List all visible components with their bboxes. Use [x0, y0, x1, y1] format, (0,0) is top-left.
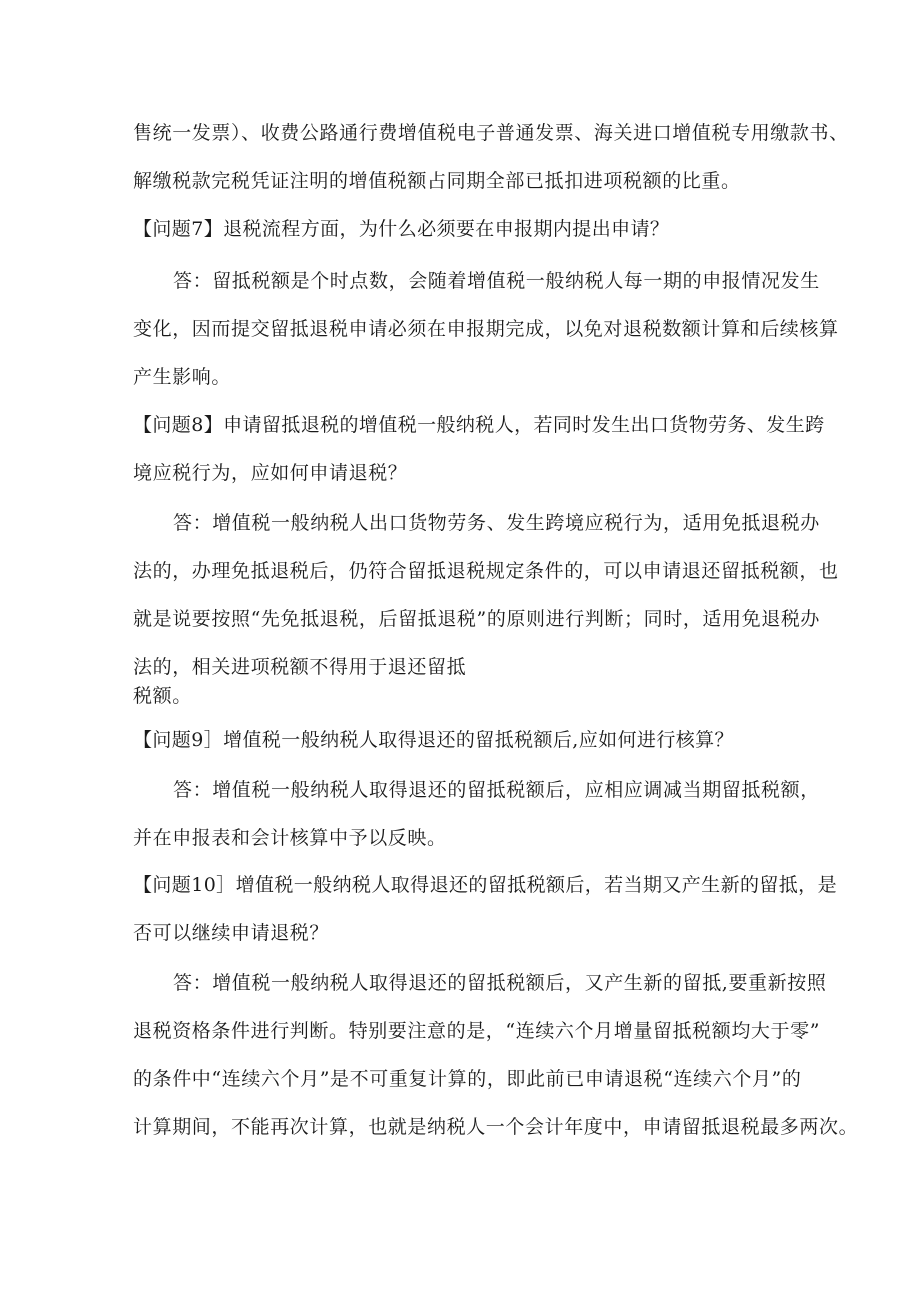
answer-10-line: 退税资格条件进行判断。特别要注意的是，“连续六个月增量留抵税额均大于零”: [133, 1020, 821, 1042]
answer-10-line: 答：增值税一般纳税人取得退还的留抵税额后，又产生新的留抵,要重新按照: [173, 972, 827, 994]
answer-8-line: 法的，相关进项税额不得用于退还留抵: [133, 656, 467, 678]
answer-8-line: 就是说要按照“先免抵退税，后留抵退税”的原则进行判断；同时，适用免退税办: [133, 608, 821, 630]
answer-8-line: 法的，办理免抵退税后，仍符合留抵退税规定条件的，可以申请退还留抵税额，也: [133, 560, 839, 582]
question-8-heading: 【问题8】申请留抵退税的增值税一般纳税人，若同时发生出口货物劳务、发生跨: [133, 414, 825, 436]
question-8-heading-cont: 境应税行为，应如何申请退税？: [133, 462, 408, 484]
answer-7-line: 产生影响。: [133, 366, 232, 388]
question-7-heading: 【问题7】退税流程方面，为什么必须要在申报期内提出申请？: [133, 218, 670, 240]
answer-8-line: 税额。: [133, 685, 192, 707]
answer-7-line: 答：留抵税额是个时点数，会随着增值税一般纳税人每一期的申报情况发生: [173, 270, 820, 292]
question-10-heading-cont: 否可以继续申请退税？: [133, 922, 330, 944]
question-10-heading: 【问题10］增值税一般纳税人取得退还的留抵税额后，若当期又产生新的留抵，是: [133, 874, 837, 896]
paragraph-line: 售统一发票）、收费公路通行费增值税电子普通发票、海关进口增值税专用缴款书、: [133, 122, 849, 144]
answer-10-line: 的条件中“连续六个月”是不可重复计算的，即此前已申请退税“连续六个月”的: [133, 1068, 802, 1090]
answer-9-line: 并在申报表和会计核算中予以反映。: [133, 827, 447, 849]
question-9-heading: 【问题9］增值税一般纳税人取得退还的留抵税额后,应如何进行核算？: [133, 729, 734, 751]
answer-8-line: 答：增值税一般纳税人出口货物劳务、发生跨境应税行为，适用免抵退税办: [173, 512, 820, 534]
answer-9-line: 答：增值税一般纳税人取得退还的留抵税额后，应相应调减当期留抵税额，: [173, 779, 820, 801]
paragraph-line: 解缴税款完税凭证注明的增值税额占同期全部已抵扣进项税额的比重。: [133, 170, 741, 192]
answer-7-line: 变化，因而提交留抵退税申请必须在申报期完成，以免对退税数额计算和后续核算: [133, 318, 839, 340]
answer-10-line: 计算期间，不能再次计算，也就是纳税人一个会计年度中，申请留抵退税最多两次。: [133, 1116, 859, 1138]
